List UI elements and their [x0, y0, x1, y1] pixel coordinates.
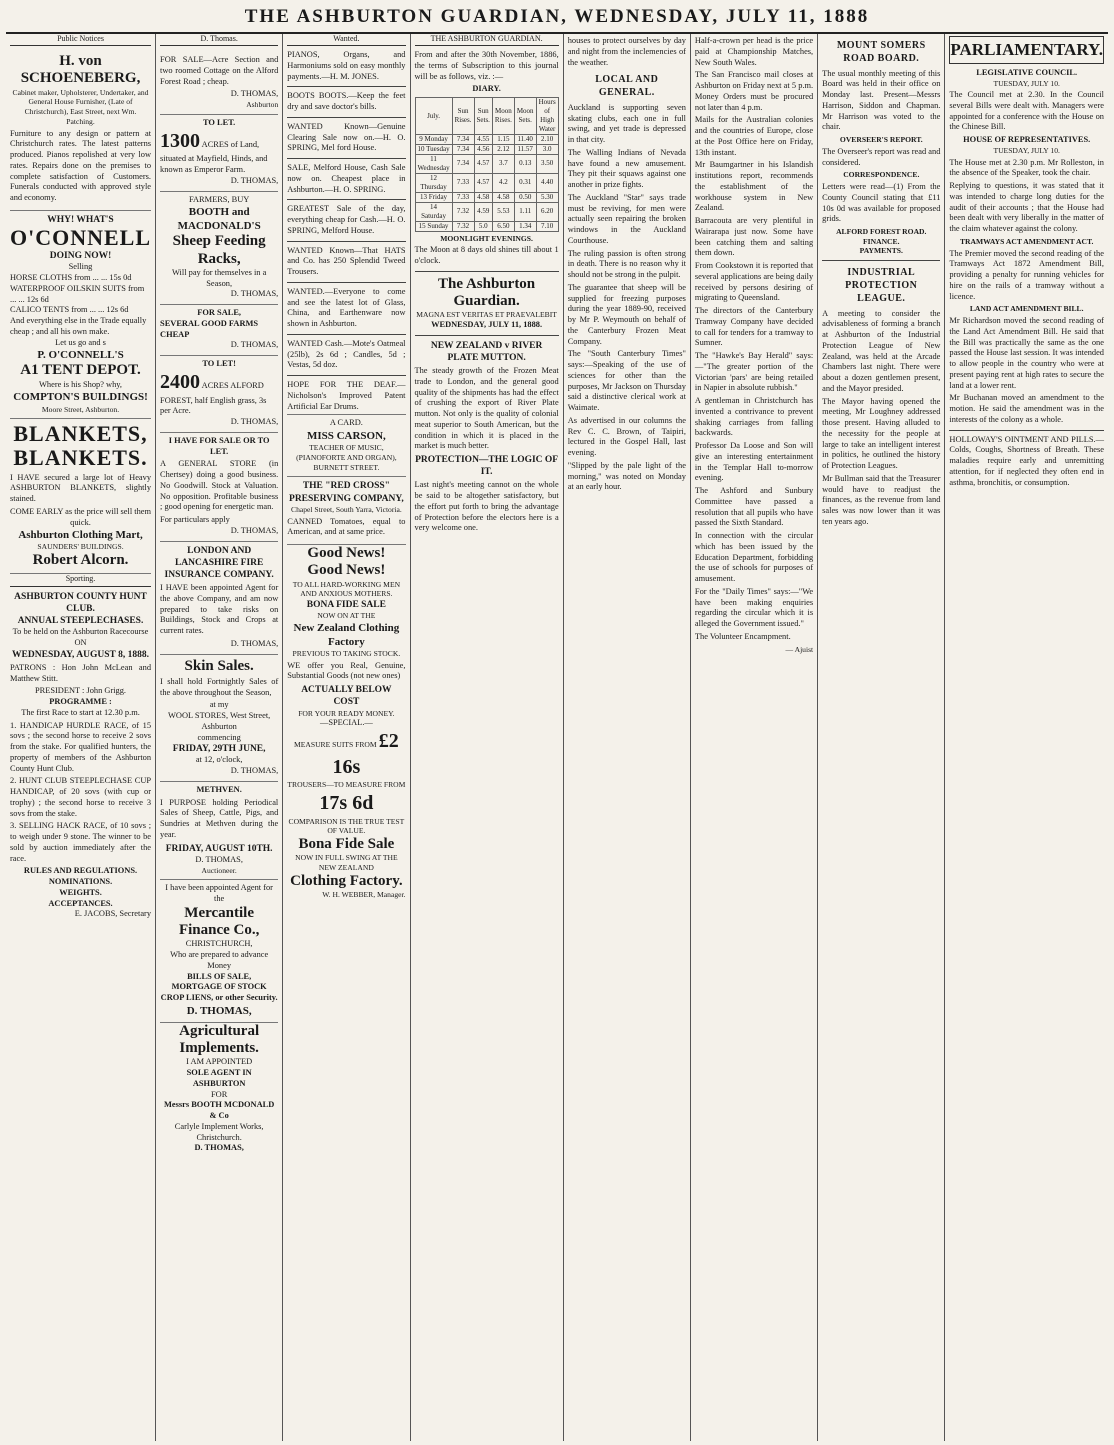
saunders-buildings: SAUNDERS' BUILDINGS. — [37, 542, 124, 552]
secretary-signature: E. JACOBS, Secretary — [74, 909, 152, 919]
finance-heading: FINANCE. — [863, 236, 900, 246]
overseer-heading: OVERSEER'S REPORT. — [839, 135, 923, 145]
section-header-public-notices: Public Notices — [10, 34, 151, 46]
protection-body: Last night's meeting cannot on the whole be said to be altogether satisfactory, but the effort put forth to bring the advantage of Protection before the electors here is a very welcome one. — [414, 480, 559, 533]
bona-fide-sale: BONA FIDE SALE — [306, 599, 386, 610]
race-3: 3. SELLING HACK RACE, of 10 sovs ; to weigh under 9 stone. The winner to be sold by auction immediately after the race. — [10, 821, 152, 863]
poconnell-line: P. O'CONNELL'S — [37, 349, 124, 362]
red-cross-advert — [287, 477, 405, 545]
sole-agent: SOLE AGENT IN ASHBURTON — [186, 1068, 252, 1088]
news-item-education: In connection with the circular which has been issued by the Education Department, forbidding the use of schools for purposes of amusement. — [694, 531, 814, 583]
boots-ad: BOOTS BOOTS.—Keep the feet dry and save doctor's bills. — [287, 91, 406, 112]
blankets-title: BLANKETS, — [13, 421, 148, 447]
diary-cell: 1.15 — [492, 135, 514, 145]
column-5 — [564, 34, 691, 1441]
oconnell-advert — [10, 211, 151, 419]
wool-stores: WOOL STORES, West Street, Ashburton — [168, 711, 271, 731]
sheep-racks-advert — [160, 192, 278, 306]
league-body-2: The Mayor having opened the meeting, Mr Loughney addressed those present. Having alluded to the necessity for the people at large to take an intelligent interest in politics, he outlined the history of Protection Leagues. — [822, 396, 941, 471]
race-1: 1. HANDICAP HURDLE RACE, of 15 sovs ; the second horse to receive 2 sovs from the stake. For qualified hunters, the property of members of the Ashburton County Hunt Club. — [10, 720, 152, 773]
diary-header-cell: Moon Sets. — [514, 98, 536, 135]
skin-sales-advert — [160, 655, 278, 782]
diary-row — [415, 145, 558, 155]
acres-1300-number: 1300 — [160, 129, 201, 152]
to-let-2400-advert — [160, 356, 278, 433]
race-2: 2. HUNT CLUB STEEPLECHASE CUP HANDICAP, of 20 sovs (with cup or trophy) ; the second horse to receive 3 sovs from the stake. — [10, 776, 152, 818]
schoeneberg-name: H. von SCHOENEBERG, — [20, 53, 141, 87]
store-advert — [160, 433, 278, 542]
selling-line: Selling — [68, 262, 93, 272]
piano-organ: (PIANOFORTE AND ORGAN), — [296, 453, 397, 463]
dthomas-name-7: D. THOMAS, — [230, 638, 279, 648]
diary-cell: 14 Saturday — [415, 202, 452, 221]
road-board-heading: MOUNT SOMERS ROAD BOARD. — [836, 40, 926, 64]
music-teacher: TEACHER OF MUSIC, — [309, 443, 384, 453]
news-item-workhouse: Mr Baumgartner in his Islandish institutions report, recommends the establishment of the workhouse system in New Zealand. — [694, 160, 814, 213]
for-line: FOR — [211, 1089, 228, 1099]
divider — [287, 117, 405, 118]
agricultural-title: Agricultural Implements. — [179, 1022, 260, 1057]
diary-cell: 0.50 — [514, 192, 536, 202]
diary-cell: 4.59 — [474, 202, 492, 221]
letus-line: Let us go and s — [55, 337, 106, 347]
column-6 — [691, 34, 818, 1441]
diary-header-cell: Moon Rises. — [492, 98, 514, 135]
house-body-2: Replying to questions, it was stated that it was intended to charge long duties for the audit of their accounts ; that the House had been dealt with very liberally in the matter of the claim whatever against the colony. — [949, 181, 1104, 234]
diary-cell: 3.50 — [536, 154, 558, 173]
auctioneer-label: Auctioneer. — [201, 865, 237, 875]
moore-street: Moore Street, Ashburton. — [41, 404, 120, 414]
parliamentary-heading: PARLIAMENTARY. — [949, 36, 1104, 64]
card-heading: A CARD. — [329, 418, 363, 428]
clothing-factory-advert — [287, 545, 405, 900]
schoeneberg-body: Furniture to any design or pattern at Christchurch rates. The latest patterns produced. Pianos repolished at very low rates. Repairs done on the premises to complete satisfaction of Customers. Funerals conducted with approved style and economy. — [10, 128, 152, 203]
diary-table — [415, 97, 559, 231]
advance-money: Who are prepared to advance Money — [170, 950, 269, 970]
clothing-factory-title: Clothing Factory. — [290, 872, 403, 889]
carlyle-works: Carlyle Implement Works, — [174, 1121, 264, 1131]
article-body: The steady growth of the Frozen Meat trade to London, and the general good quality of the shipments has had the effect of crushing the export of River Plate mutton. Not only is the quality of colonial meat superior to South American, but the condition in which it is placed in the market is much better. — [414, 366, 559, 451]
tent-depot-title: A1 TENT DEPOT. — [20, 362, 141, 379]
whats-line: WHY! WHAT'S — [47, 214, 114, 225]
payments-heading: PAYMENTS. — [859, 246, 903, 256]
diary-cell: 7.34 — [452, 145, 474, 155]
first-race-time: The first Race to start at 12.30 p.m. — [21, 707, 140, 717]
column-3 — [283, 34, 410, 1441]
now-in-full-swing: NOW IN FULL SWING AT THE NEW ZEALAND — [295, 853, 398, 872]
wanted-cash: WANTED Cash.—Mote's Oatmeal (25lb), 2s 6d ; Candles, 5d ; Vestas, 5d doz. — [287, 338, 406, 370]
booth-macdonald: BOOTH and MACDONALD'S — [177, 206, 261, 233]
diary-cell: 7.34 — [452, 154, 474, 173]
methven-advert — [160, 782, 278, 880]
column-4 — [411, 34, 564, 1441]
schoeneberg-trade: Cabinet maker, Upholsterer, Undertaker, and General House Furnisher, (Late of Christchurch), East Street, next Wm. Patching. — [12, 87, 149, 126]
president-line: PRESIDENT : John Grigg. — [34, 686, 127, 696]
article-headline: NEW ZEALAND v RIVER PLATE MUTTON. — [430, 340, 543, 363]
overseer-body: The Overseer's report was read and considered. — [822, 146, 941, 167]
acres-2400-text: ACRES ALFORD FOREST, half English grass, 3s per Acre. — [160, 380, 267, 416]
diary-cell: 1.11 — [514, 202, 536, 221]
ready-money: FOR YOUR READY MONEY. — [298, 708, 395, 718]
for-sale-cottage-advert — [160, 50, 278, 115]
news-item-invention: A gentleman in Christchurch has invented a contrivance to prevent shaking carriages from falling backwards. — [694, 396, 814, 438]
robert-alcorn: Robert Alcorn. — [32, 552, 129, 569]
diary-cell: 4.2 — [492, 173, 514, 192]
masthead-title: THE ASHBURTON GUARDIAN, WEDNESDAY, JULY 11, 1888 — [6, 2, 1108, 34]
store-heading: I HAVE FOR SALE OR TO LET. — [168, 435, 270, 456]
nz-clothing-factory: New Zealand Clothing Factory — [293, 621, 400, 648]
weights-heading: WEIGHTS. — [59, 887, 102, 897]
canned-tomatoes: CANNED Tomatoes, equal to American, and at same price. — [287, 516, 406, 537]
dthomas-name-6: D. THOMAS, — [230, 525, 279, 535]
blankets-body: I HAVE secured a large lot of Heavy ASHBURTON BLANKETS, slightly stained. — [10, 472, 152, 504]
diary-cell: 10 Tuesday — [415, 145, 452, 155]
crop-liens: CROP LIENS, or other Security. — [160, 993, 278, 1003]
league-heading: INDUSTRIAL PROTECTION LEAGUE. — [845, 267, 918, 304]
dthomas-name-4: D. THOMAS, — [230, 340, 279, 350]
divider — [949, 430, 1104, 431]
dthomas-name-10: D. THOMAS, — [186, 1004, 252, 1017]
diary-cell: 1.34 — [514, 221, 536, 231]
now-on-at: NOW ON AT THE — [317, 611, 376, 621]
diary-cell: 7.32 — [452, 202, 474, 221]
good-news-2: Good News! — [307, 562, 386, 579]
methven-heading: METHVEN. — [196, 784, 242, 794]
diary-cell: 5.30 — [536, 192, 558, 202]
column-8 — [945, 34, 1108, 1441]
diary-row — [415, 154, 558, 173]
insurance-body: I HAVE been appointed Agent for the above Company, and am now prepared to take risks on Buildings, Stock and Crops at current rates. — [160, 583, 279, 636]
section-header-guardian: THE ASHBURTON GUARDIAN. — [415, 34, 559, 46]
news-item-7: As advertised in our columns the Rev C. C. Brown, of Taipiri, lectured in the Gospel Hall, last evening. — [567, 415, 686, 458]
land-heading: LAND ACT AMENDMENT BILL. — [969, 304, 1084, 314]
house-heading: HOUSE OF REPRESENTATIVES. — [963, 135, 1091, 145]
diary-cell: 3.0 — [536, 145, 558, 155]
insurance-advert — [160, 542, 278, 655]
diary-cell: 15 Sunday — [415, 221, 452, 231]
blankets-title-2: BLANKETS. — [13, 445, 148, 471]
patrons-line: PATRONS : Hon John McLean and Matthew Stitt. — [10, 662, 152, 683]
friday-29th-june: FRIDAY, 29TH JUNE, — [172, 744, 266, 755]
pianos-ad: PIANOS, Organs, and Harmoniums sold on easy monthly payments.—H. M. JONES. — [287, 50, 406, 81]
diary-cell: 4.40 — [536, 173, 558, 192]
paper-date: WEDNESDAY, JULY 11, 1888. — [431, 320, 543, 330]
skin-sales-body: I shall hold Fortnightly Sales of the above throughout the Season, — [160, 676, 279, 697]
diary-cell: 5.0 — [474, 221, 492, 231]
will-pay-line: Will pay for themselves in a Season, — [171, 267, 267, 288]
trousers-price: 17s 6d — [319, 791, 374, 814]
suits-price: £2 16s — [332, 729, 399, 778]
news-item-hawkes-bay: The "Hawke's Bay Herald" says:—"The greater portion of the Victorian 'pars' are being retailed in Napier in absolute rubbish." — [694, 351, 814, 393]
diary-row — [415, 192, 558, 202]
acres-2400-number: 2400 — [160, 370, 201, 393]
diary-row — [415, 135, 558, 145]
road-board-body: The usual monthly meeting of this Board was held in their office on Monday last. Present—Messrs Harrison, Siddon and Chapman. Mr Harrison was voted to the chair. — [822, 68, 941, 132]
diary-header-cell: July. — [415, 98, 452, 135]
horse-cloths-price: HORSE CLOTHS from ... ... 15s 0d — [10, 273, 132, 283]
correspondence-heading: CORRESPONDENCE. — [843, 170, 920, 180]
newspaper-columns — [6, 34, 1108, 1441]
friday-august-10th: FRIDAY, AUGUST 10TH. — [165, 843, 273, 854]
previous-stock: PREVIOUS TO TAKING STOCK. — [292, 648, 401, 658]
trousers-measure: TROUSERS—TO MEASURE FROM — [287, 780, 406, 790]
divider — [287, 334, 405, 335]
good-news-1: Good News! — [307, 545, 386, 561]
diary-cell: 4.56 — [474, 145, 492, 155]
paper-title: The Ashburton Guardian. — [438, 275, 536, 310]
for-sale-cottage: FOR SALE—Acre Section and two roomed Cottage on the Alford Forest Road ; cheap. — [160, 55, 279, 86]
news-item-mails: Mails for the Australian colonies and the countries of Europe, close at the Post Office here on Friday, 13th instant. — [694, 115, 814, 157]
council-date: TUESDAY, JULY 10. — [993, 78, 1060, 88]
mortgage-stock: MORTGAGE OF STOCK — [171, 982, 267, 992]
diary-cell: 4.57 — [474, 154, 492, 173]
dthomas-name-8: D. THOMAS, — [230, 766, 279, 776]
news-item-mail: The San Francisco mail closes at Ashburton on Friday next at 5 p.m. Money Orders must be procured not later than 4 p.m. — [694, 70, 814, 112]
divider — [415, 335, 559, 336]
to-let-1300-advert — [160, 115, 278, 192]
acres-1300-text: ACRES of Land, situated at Mayfield, Hinds, and known as Emperor Farm. — [160, 139, 268, 175]
section-header-sporting: Sporting. — [10, 574, 151, 586]
farmers-buy: FARMERS, BUY — [188, 194, 250, 204]
divider — [287, 282, 405, 283]
intro-paragraph: houses to protect ourselves by day and night from the inclemencies of the weather. — [567, 36, 686, 67]
dthomas-name-3: D. THOMAS, — [230, 289, 279, 299]
on-line: ON — [74, 637, 87, 647]
news-item-5: The guarantee that sheep will be supplied for freezing purposes during the year 1889-90, received by Mr P. Weymouth on behalf of the Canterbury Frozen Meat Company. — [567, 282, 686, 346]
correspondence-body: Letters were read—(1) From the County Council stating that £11 10s 0d was available for proposed grids. — [822, 182, 941, 224]
news-item-3: The Auckland "Star" says trade must be reviving, for men were actually seen repairing the broken windows in the Auckland Courthouse. — [567, 192, 686, 245]
diary-cell: 4.58 — [492, 192, 514, 202]
diary-cell: 11 Wednesday — [415, 154, 452, 173]
programme-heading: PROGRAMME : — [49, 697, 112, 707]
sheep-feeding-racks: Sheep Feeding Racks, — [172, 233, 266, 267]
greatest-sale: GREATEST Sale of the day, everything cheap for Cash.—H. O. SPRING, Melford House. — [287, 204, 406, 235]
wanted-known-3: WANTED.—Everyone to come and see the latest lot of Glass, China, and Earthenware now shown in Ashburton. — [287, 286, 406, 329]
red-cross-title: THE "RED CROSS" PRESERVING COMPANY, — [289, 481, 404, 504]
moonlight-text: The Moon at 8 days old shines till about 1 o'clock. — [414, 245, 559, 266]
diary-header-cell: Hours of High Water — [536, 98, 558, 135]
tramways-heading: TRAMWAYS ACT AMENDMENT ACT. — [959, 236, 1094, 246]
diary-cell: 7.33 — [452, 173, 474, 192]
divider — [287, 86, 405, 87]
at-my: at my — [209, 700, 229, 710]
for-sale-heading: FOR SALE, — [197, 308, 242, 318]
news-item-8: "Slipped by the pale light of the morning," was noted on Monday at an early hour. — [567, 460, 686, 492]
protection-headline: PROTECTION—THE LOGIC OF IT. — [415, 455, 559, 478]
divider — [287, 199, 405, 200]
offer-line: WE offer you Real, Genuine, Substantial Goods (not new ones) — [287, 660, 406, 681]
divider — [415, 271, 559, 272]
waterproof-price: WATERPROOF OILSKIN SUITS from ... ... 12s 6d — [10, 283, 145, 304]
diary-cell: 9 Monday — [415, 135, 452, 145]
oconnell-title: O'CONNELL — [10, 225, 152, 251]
diary-cell: 6.20 — [536, 202, 558, 221]
to-all-line: TO ALL HARD-WORKING MEN AND ANXIOUS MOTHERS. — [292, 579, 401, 599]
methven-body: I PURPOSE holding Periodical Sales of Sheep, Cattle, Pigs, and Sundries at Methven during the year. — [160, 797, 279, 839]
column-footer: — Ajuist — [785, 644, 814, 654]
house-date: TUESDAY, JULY 10. — [993, 145, 1060, 155]
local-general-heading: LOCAL AND GENERAL. — [595, 74, 659, 99]
steeplechases-title: ANNUAL STEEPLECHASES. — [17, 615, 144, 626]
news-item-6: The "South Canterbury Times" says:—Speaking of the use of sciences for other than the purposes, Mr Jackson on Thursday said a distinctive clerical work at Waimate. — [567, 349, 686, 413]
diary-cell: 3.7 — [492, 154, 514, 173]
christchurch-2: Christchurch. — [196, 1132, 242, 1142]
column-2 — [156, 34, 283, 1441]
news-item-4: The ruling passion is often strong in death. There is no reason why it should not be strong in the pulpit. — [567, 248, 686, 280]
diary-header-cell: Sun Rises. — [452, 98, 474, 135]
miss-carson-name: MISS CARSON, — [306, 430, 386, 443]
diary-cell: 2.10 — [536, 135, 558, 145]
where-line: Where is his Shop? why, — [39, 379, 122, 389]
several-farms: SEVERAL GOOD FARMS CHEAP — [160, 318, 259, 339]
diary-heading: DIARY. — [472, 84, 501, 94]
wanted-known-1: WANTED Known—Genuine Clearing Sale now on.—H. O. SPRING, Mel ford House. — [287, 121, 406, 153]
diary-row — [415, 202, 558, 221]
dthomas-name-1: D. THOMAS, — [230, 89, 279, 99]
paper-motto: MAGNA EST VERITAS ET PRAEVALEBIT — [416, 310, 557, 320]
alford-heading: ALFORD FOREST ROAD. — [836, 227, 927, 237]
ashburton-1: Ashburton — [246, 100, 279, 110]
to-let-heading-2: TO LET! — [202, 359, 236, 369]
diary-cell: 2.12 — [492, 145, 514, 155]
hope-deaf: HOPE FOR THE DEAF.—Nicholson's Improved Patent Artificial Ear Drums. — [287, 380, 406, 411]
bona-fide-sale-2: Bona Fide Sale — [298, 835, 395, 852]
held-line: To be held on the Ashburton Racecourse — [12, 627, 149, 637]
column-1 — [6, 34, 156, 1441]
mercantile-advert — [160, 880, 278, 1023]
mercantile-pre: I have been appointed Agent for the — [165, 883, 273, 904]
diary-cell: 4.55 — [474, 135, 492, 145]
dthomas-name-2: D. THOMAS, — [230, 175, 279, 185]
dthomas-name-5: D. THOMAS, — [230, 417, 279, 427]
acceptances-heading: ACCEPTANCES. — [48, 898, 113, 908]
mercantile-finance: Mercantile Finance Co., — [178, 904, 260, 939]
diary-cell: 7.32 — [452, 221, 474, 231]
diary-cell: 6.50 — [492, 221, 514, 231]
news-item-tramway: The directors of the Canterbury Tramway Company have decided to call for tenders for a tramway to Sumner. — [694, 306, 814, 348]
moonlight-heading: MOONLIGHT EVENINGS. — [440, 233, 533, 243]
diary-cell: 13 Friday — [415, 192, 452, 202]
news-item-professor: Professor Da Loose and Son will give an interesting entertainment in the Templar Hall to-morrow evening. — [694, 441, 814, 483]
holloway-advert: HOLLOWAY'S OINTMENT AND PILLS.—Colds, Coughs, Shortness of Breath. These maladies require early and unremitting attention, for if neglected they often end in asthma, bronchitis, or consumption. — [949, 434, 1104, 487]
come-early: COME EARLY as the price will sell them quick. — [10, 506, 151, 527]
everything-line: And everything else in the Trade equally cheap ; and all his own make. — [10, 316, 147, 336]
section-header-d-thomas: D. Thomas. — [160, 34, 278, 46]
news-item-committee: The Ashford and Sunbury Committee have passed a resolution that all pupils who have passed the Sixth Standard. — [694, 486, 814, 528]
news-item-intro: Half-a-crown per head is the price paid at Championship Matches, New South Wales. — [694, 36, 814, 67]
skin-sales-title: Skin Sales. — [184, 657, 254, 674]
news-item-barracouta: Barracouta are very plentiful in Wairarapa just now. Some have been catching them and salting them down. — [694, 216, 814, 258]
store-body: A GENERAL STORE (in Chertsey) doing a good business. No Goodwill. Stock at Valuation. No opposition. Profitable business ; good opening for energetic man. — [160, 459, 279, 512]
to-let-heading: TO LET. — [203, 117, 236, 127]
diary-cell: 0.13 — [514, 154, 536, 173]
diary-row — [415, 173, 558, 192]
news-item-cookstown: From Cookstown it is reported that several applications are being daily received by persons desiring of migrating to Queensland. — [694, 261, 814, 303]
clothing-mart: Ashburton Clothing Mart, — [18, 529, 143, 542]
particulars-line: For particulars apply — [160, 515, 230, 525]
special-label: —SPECIAL.— — [319, 718, 373, 728]
christchurch-label: CHRISTCHURCH, — [185, 939, 253, 949]
diary-cell: 7.10 — [536, 221, 558, 231]
calico-price: CALICO TENTS from ... ... 12s 6d — [10, 305, 129, 315]
farms-for-sale-advert — [160, 305, 278, 356]
divider — [287, 241, 405, 242]
hunt-club-title: ASHBURTON COUNTY HUNT CLUB. — [14, 591, 147, 614]
divider — [287, 375, 405, 376]
league-body-3: Mr Bullman said that the Treasurer would have to readjust the finances, as the revenue from land sales was now lower than it was ten years ago. — [822, 473, 941, 526]
section-header-wanted: Wanted. — [287, 34, 405, 46]
land-body-2: Mr Buchanan moved an amendment to the motion. He said the amendment was in the interests of the colony as a whole. — [949, 393, 1104, 424]
diary-cell: 4.58 — [474, 192, 492, 202]
house-body: The House met at 2.30 p.m. Mr Rolleston, in the absence of the Speaker, took the chair. — [949, 157, 1104, 178]
hunt-club-advert — [10, 591, 151, 920]
measure-suits: MEASURE SUITS FROM — [293, 739, 377, 749]
diary-cell: 7.33 — [452, 192, 474, 202]
divider — [822, 260, 940, 261]
subscription-terms: From and after the 30th November, 1886, the terms of Subscription to this journal will be as follows, viz. :— — [414, 50, 559, 81]
at-12-oclock: at 12, o'clock, — [195, 755, 243, 765]
comparison-line: COMPARISON IS THE TRUE TEST OF VALUE. — [288, 816, 405, 836]
league-body-1: A meeting to consider the advisableness of forming a branch at Ashburton of the Industrial Protection League of New Zealand, was held at the Arcade Chambers last night. There were about a dozen gentlemen present, and the Mayor presided. — [822, 308, 941, 393]
diary-cell: 7.34 — [452, 135, 474, 145]
news-item-2: The Walling Indians of Nevada have found a new amusement. They pit their squaws against one another in prize fights. — [567, 147, 686, 190]
doing-now: DOING NOW! — [49, 251, 112, 262]
dthomas-name-9: D. THOMAS, — [195, 854, 243, 864]
agricultural-advert — [160, 1023, 278, 1154]
bills-of-sale: BILLS OF SALE, — [187, 971, 252, 981]
council-heading: LEGISLATIVE COUNCIL. — [976, 67, 1078, 77]
webber-manager: W. H. WEBBER, Manager. — [322, 889, 406, 899]
council-body: The Council met at 2.30. In the Council several Bills were dealt with. Managers were appointed for a conference with the House on the Chinese Bill. — [949, 90, 1104, 132]
diary-cell: 0.31 — [514, 173, 536, 192]
news-item-volunteer: The Volunteer Encampment. — [694, 631, 791, 641]
rules-heading: RULES AND REGULATIONS. — [23, 866, 138, 876]
diary-row — [415, 221, 558, 231]
wanted-known-2: WANTED Known—That HATS and Co. has 250 Splendid Tweed Trousers. — [287, 245, 406, 277]
schoeneberg-advert — [10, 50, 151, 211]
london-lancashire: LONDON AND LANCASHIRE FIRE INSURANCE COMPANY. — [164, 545, 274, 580]
actually-below-cost: ACTUALLY BELOW COST — [301, 685, 392, 708]
diary-cell: 12 Thursday — [415, 173, 452, 192]
race-date: WEDNESDAY, AUGUST 8, 1888. — [12, 649, 149, 660]
dthomas-signature: D. THOMAS, — [194, 1143, 244, 1153]
blankets-advert — [10, 419, 151, 574]
diary-cell: 5.53 — [492, 202, 514, 221]
news-item-daily-times: For the "Daily Times" says:—"We have been making enquiries regarding the circular which it is alleged the Government issued." — [694, 586, 814, 628]
comptons-line: COMPTON'S BUILDINGS! — [13, 391, 148, 404]
diary-cell: 11.40 — [514, 135, 536, 145]
land-body: Mr Richardson moved the second reading of the Land Act Amendment Bill. He said that the Bill was practically the same as the one passed the House last session. It was intended to allow people in the country who were at present paying rent at high rates to secure the land at a lower rent. — [949, 316, 1104, 390]
nominations-heading: NOMINATIONS. — [48, 877, 113, 887]
melford-sale: SALE, Melford House, Cash Sale now on. Cheapest place in Ashburton.—H. O. SPRING. — [287, 163, 406, 194]
diary-header-cell: Sun Sets. — [474, 98, 492, 135]
commencing: commencing — [197, 732, 241, 742]
burnett-street: BURNETT STREET. — [313, 462, 380, 472]
appointed-line: I AM APPOINTED — [186, 1057, 253, 1067]
divider — [287, 158, 405, 159]
messrs-booth: Messrs BOOTH MCDONALD & Co — [164, 1100, 275, 1121]
chapel-street: Chapel Street, South Yarra, Victoria. — [291, 504, 402, 514]
miss-carson-card — [287, 414, 405, 477]
diary-cell: 11.57 — [514, 145, 536, 155]
diary-cell: 4.57 — [474, 173, 492, 192]
news-item-1: Auckland is supporting seven skating clubs, each one in full swing, and yet trade is depressed in that city. — [567, 102, 686, 145]
tramways-body: The Premier moved the second reading of the Tramways Act 1872 Amendment Bill, providing a penalty for running vehicles for hire on the rails of a tramway without a licence. — [949, 248, 1104, 301]
column-7 — [818, 34, 945, 1441]
